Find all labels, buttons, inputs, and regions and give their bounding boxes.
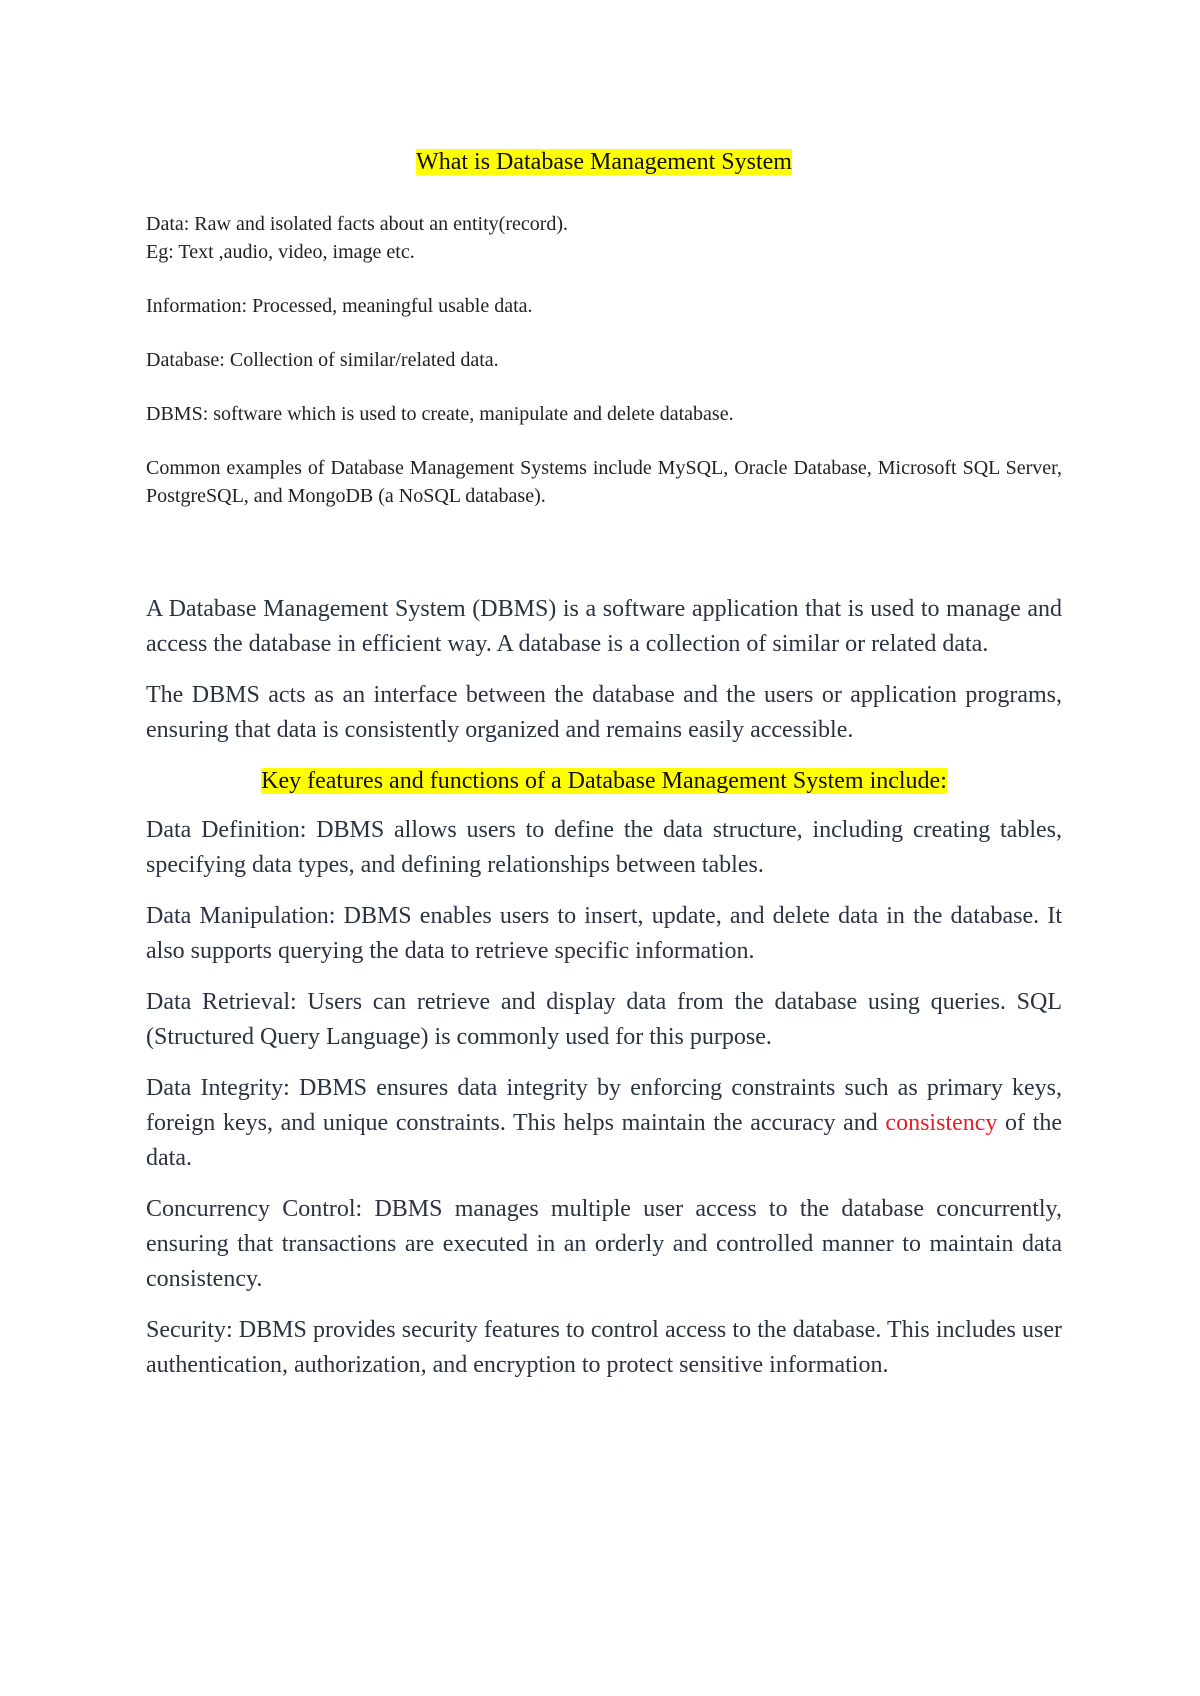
data-definition-text: Data: Raw and isolated facts about an entity(record). [146,213,569,235]
feature-security: Security: DBMS provides security features to control access to the database. This includes user authentication, authorization, and encryption to protect sensitive information. [146,1317,1062,1378]
feature-concurrency-control: Concurrency Control: DBMS manages multiple user access to the database concurrently, ensuring that transactions are executed in an orderly and controlled manner to maintain data consistency. [146,1196,1062,1292]
section-spacer [146,534,1062,592]
database-definition: Database: Collection of similar/related data. [146,349,499,371]
features-heading-block [146,764,1062,799]
feature-data-retrieval: Data Retrieval: Users can retrieve and display data from the database using queries. SQL (Structured Query Language) is commonly used for this purpose. [146,989,1062,1050]
consistency-highlight: consistency [885,1110,998,1136]
page-title: What is Database Management System [416,149,792,175]
information-definition: Information: Processed, meaningful usable data. [146,295,533,317]
dbms-examples: Common examples of Database Management Systems include MySQL, Oracle Database, Microsoft SQL Server, PostgreSQL, and MongoDB (a NoSQL database). [146,457,1062,507]
data-example-text: Eg: Text ,audio, video, image etc. [146,241,415,263]
feature-data-integrity [146,1071,1062,1176]
feature-data-integrity-text: Data Integrity: DBMS ensures data integrity by enforcing constraints such as primary keys, foreign keys, and unique constraints. This helps maintain the accuracy and [146,1075,1062,1136]
title-block [146,145,1062,182]
data-definition-block [146,210,1062,266]
features-heading: Key features and functions of a Database Management System include: [261,768,947,794]
document-content [146,145,1062,1399]
feature-data-definition: Data Definition: DBMS allows users to define the data structure, including creating tables, specifying data types, and defining relationships between tables. [146,817,1062,878]
intro-paragraph-2: The DBMS acts as an interface between the database and the users or application programs, ensuring that data is consistently organized and remains easily accessible. [146,682,1062,743]
dbms-definition: DBMS: software which is used to create, manipulate and delete database. [146,403,734,425]
intro-paragraph-1: A Database Management System (DBMS) is a software application that is used to manage and access the database in efficient way. A database is a collection of similar or related data. [146,596,1062,657]
feature-data-manipulation: Data Manipulation: DBMS enables users to insert, update, and delete data in the database. It also supports querying the data to retrieve specific information. [146,903,1062,964]
feature-data-integrity-end: of the data. [146,1110,1063,1171]
